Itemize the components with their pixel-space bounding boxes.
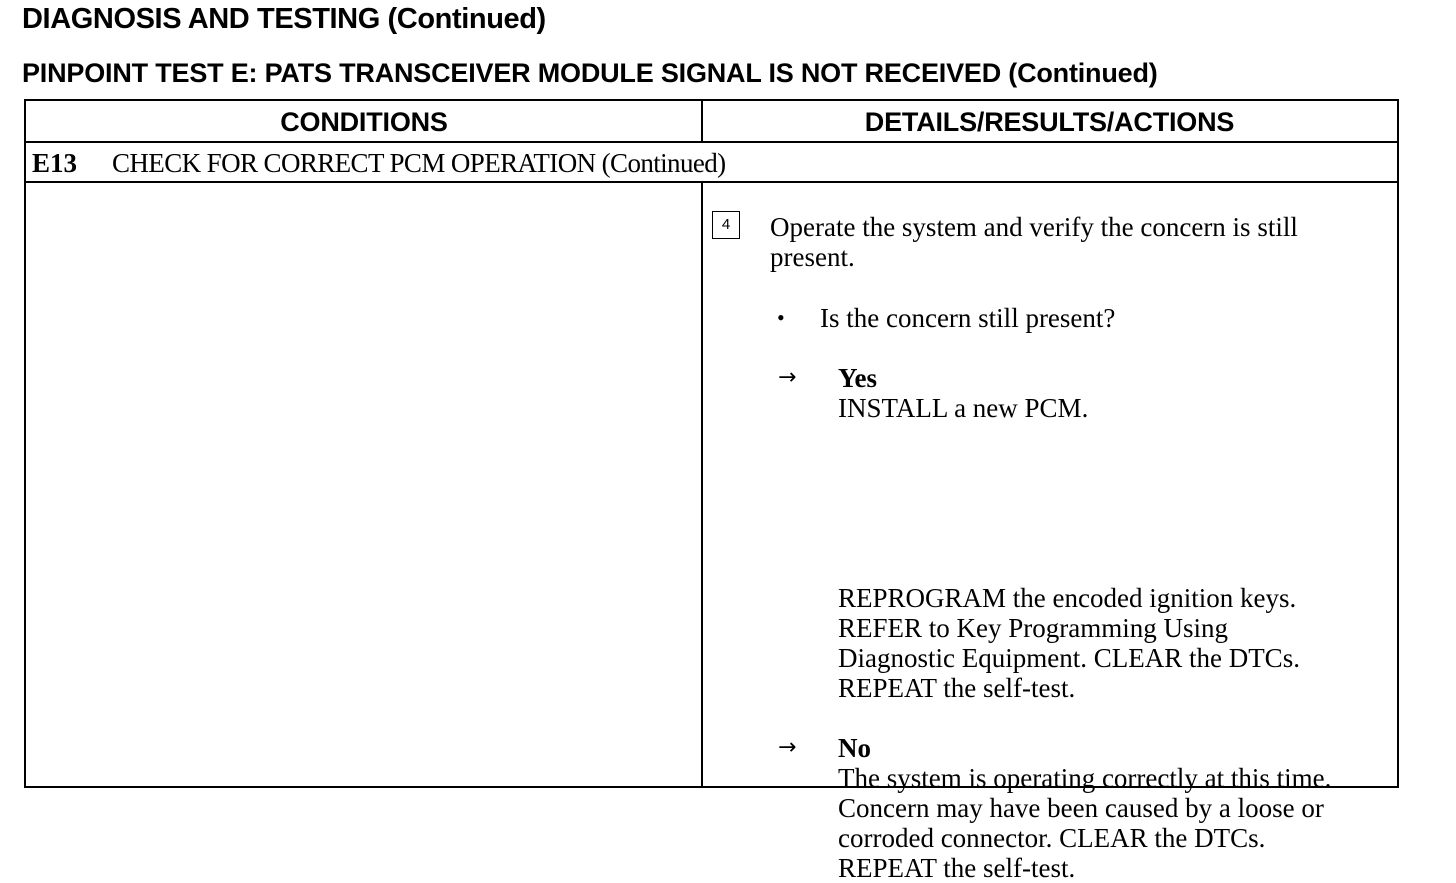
arrow-right-icon: → [778,365,797,390]
action-line: Diagnostic Equipment. CLEAR the DTCs. [838,643,1300,673]
column-header-conditions: CONDITIONS [280,107,448,137]
step-number-box: 4 [712,211,740,239]
action-line: REPEAT the self-test. [838,853,1076,883]
answer-yes-action [838,583,1398,703]
pinpoint-test-table [24,99,1399,883]
arrow-right-icon: → [778,735,797,760]
step-code: E13 [32,148,78,178]
column-header-details: DETAILS/RESULTS/ACTIONS [864,107,1235,137]
table-header-row [26,101,1397,143]
action-line: REPROGRAM the encoded ignition keys. [838,583,1297,613]
action-line: INSTALL a new PCM. [838,393,1089,423]
step-title-row [26,143,1397,183]
step-title: CHECK FOR CORRECT PCM OPERATION (Continued) [112,148,726,178]
action-line: Concern may have been caused by a loose or [838,793,1324,823]
details-cell [712,185,1392,883]
column-divider [701,183,703,788]
page-heading: DIAGNOSIS AND TESTING (Continued) [22,3,546,35]
answer-yes-label: Yes [838,363,877,393]
test-question: Is the concern still present? [820,303,1116,333]
action-line: REPEAT the self-test. [838,673,1076,703]
bullet-icon: • [777,305,785,330]
pinpoint-test-title: PINPOINT TEST E: PATS TRANSCEIVER MODULE SIGNAL IS NOT RECEIVED (Continued) [22,58,1158,88]
action-line: corroded connector. CLEAR the DTCs. [838,823,1266,853]
answer-yes-action [838,393,1398,423]
action-line: REFER to Key Programming Using [838,613,1228,643]
step-instruction: Operate the system and verify the concern is still present. [770,212,1298,272]
answer-no-action [838,763,1398,883]
action-line: The system is operating correctly at this time. [838,763,1332,793]
answer-no-label: No [838,733,871,763]
column-divider [701,101,703,142]
